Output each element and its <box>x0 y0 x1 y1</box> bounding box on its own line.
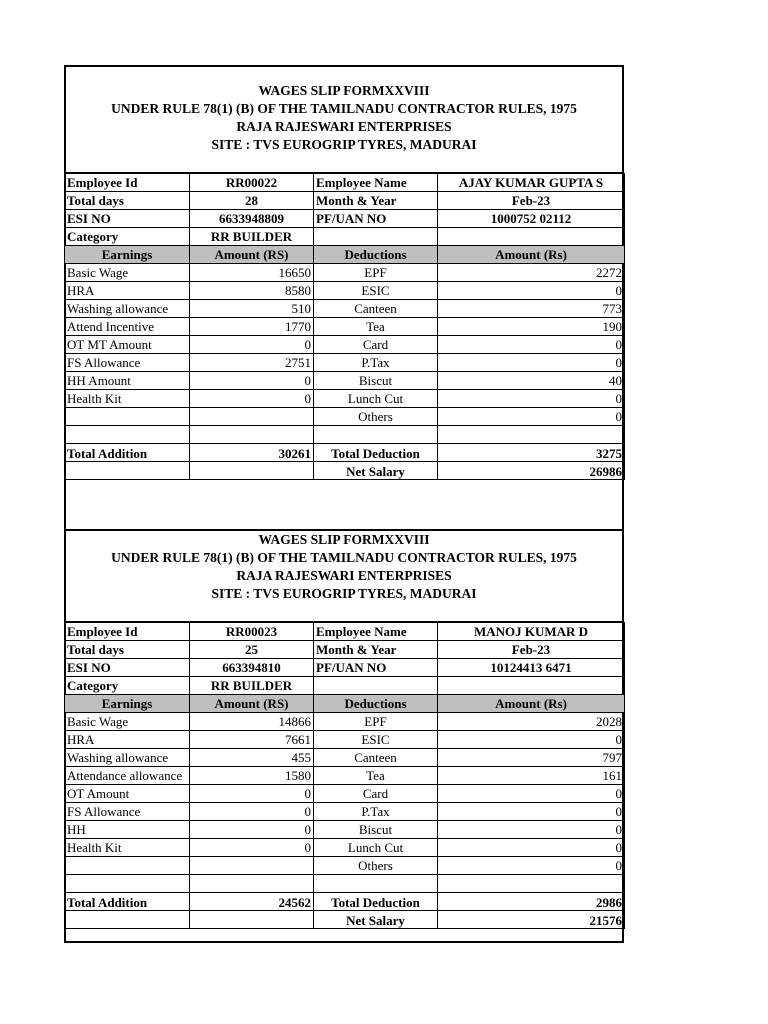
earning-amount: 0 <box>190 372 314 390</box>
deduction-amount: 161 <box>438 767 625 785</box>
category-value: RR BUILDER <box>190 677 314 695</box>
deduction-label: ESIC <box>314 731 438 749</box>
wage-table <box>64 622 625 929</box>
earning-amount <box>190 408 314 426</box>
earning-amount: 0 <box>190 390 314 408</box>
deduction-label: Lunch Cut <box>314 839 438 857</box>
month-year-label: Month & Year <box>314 641 438 659</box>
table-row <box>65 372 625 390</box>
deduction-label: ESIC <box>314 282 438 300</box>
deductions-header: Deductions <box>314 246 438 264</box>
employee-id-value: RR00023 <box>190 623 314 641</box>
deduction-label: EPF <box>314 713 438 731</box>
deduction-label: Canteen <box>314 749 438 767</box>
deduction-amount: 773 <box>438 300 625 318</box>
table-row <box>65 300 625 318</box>
month-year-value: Feb-23 <box>438 192 625 210</box>
deduction-label: Biscut <box>314 821 438 839</box>
deduction-amount: 0 <box>438 803 625 821</box>
pf-label: PF/UAN NO <box>314 210 438 228</box>
month-year-label: Month & Year <box>314 192 438 210</box>
table-row <box>65 390 625 408</box>
table-row <box>65 767 625 785</box>
total-deduction-label: Total Deduction <box>314 444 438 462</box>
table-row <box>65 749 625 767</box>
table-row <box>65 282 625 300</box>
table-row <box>65 803 625 821</box>
total-addition-label: Total Addition <box>65 444 190 462</box>
esi-label: ESI NO <box>65 210 190 228</box>
earning-amount: 14866 <box>190 713 314 731</box>
earning-amount: 2751 <box>190 354 314 372</box>
table-row <box>65 731 625 749</box>
site-name: SITE : TVS EUROGRIP TYRES, MADURAI <box>211 137 477 152</box>
deduction-label: Card <box>314 336 438 354</box>
deduction-amount: 190 <box>438 318 625 336</box>
earning-label: HRA <box>65 731 190 749</box>
pf-label: PF/UAN NO <box>314 659 438 677</box>
esi-value: 663394810 <box>190 659 314 677</box>
deduction-amount: 0 <box>438 857 625 875</box>
net-salary-value: 26986 <box>438 462 625 480</box>
deduction-label: Lunch Cut <box>314 390 438 408</box>
esi-label: ESI NO <box>65 659 190 677</box>
earning-label: Health Kit <box>65 390 190 408</box>
deduction-label: Biscut <box>314 372 438 390</box>
net-salary-label: Net Salary <box>314 911 438 929</box>
deduction-label: Others <box>314 408 438 426</box>
earning-amount: 0 <box>190 821 314 839</box>
total-days-label: Total days <box>65 641 190 659</box>
earning-label: HH <box>65 821 190 839</box>
table-row <box>65 264 625 282</box>
deductions-amount-header: Amount (Rs) <box>438 695 625 713</box>
company-name: RAJA RAJESWARI ENTERPRISES <box>236 568 452 583</box>
earning-amount: 0 <box>190 803 314 821</box>
deduction-label: Card <box>314 785 438 803</box>
esi-value: 6633948809 <box>190 210 314 228</box>
total-days-label: Total days <box>65 192 190 210</box>
total-addition-value: 24562 <box>190 893 314 911</box>
category-label: Category <box>65 677 190 695</box>
deduction-amount: 0 <box>438 354 625 372</box>
earning-amount: 510 <box>190 300 314 318</box>
earning-amount: 0 <box>190 336 314 354</box>
total-deduction-value: 2986 <box>438 893 625 911</box>
earning-label: HH Amount <box>65 372 190 390</box>
net-salary-value: 21576 <box>438 911 625 929</box>
total-addition-label: Total Addition <box>65 893 190 911</box>
earning-amount <box>190 857 314 875</box>
form-title: WAGES SLIP FORMXXVIII <box>258 532 430 547</box>
earning-amount: 1580 <box>190 767 314 785</box>
table-row <box>65 336 625 354</box>
earning-label: Health Kit <box>65 839 190 857</box>
total-deduction-value: 3275 <box>438 444 625 462</box>
deduction-amount: 2028 <box>438 713 625 731</box>
table-row <box>65 408 625 426</box>
pf-value: 10124413 6471 <box>438 659 625 677</box>
deduction-label: Tea <box>314 767 438 785</box>
deduction-amount: 0 <box>438 821 625 839</box>
earning-label: Basic Wage <box>65 264 190 282</box>
deduction-amount: 40 <box>438 372 625 390</box>
earning-amount: 0 <box>190 839 314 857</box>
wage-table <box>64 173 625 480</box>
category-value: RR BUILDER <box>190 228 314 246</box>
total-days-value: 25 <box>190 641 314 659</box>
deduction-amount: 0 <box>438 785 625 803</box>
earning-amount: 8580 <box>190 282 314 300</box>
earning-amount: 16650 <box>190 264 314 282</box>
table-row <box>65 857 625 875</box>
earning-label: Attend Incentive <box>65 318 190 336</box>
earning-label: Washing allowance <box>65 300 190 318</box>
earning-amount: 455 <box>190 749 314 767</box>
deduction-amount: 2272 <box>438 264 625 282</box>
earning-label: Attendance allowance <box>65 767 190 785</box>
total-addition-value: 30261 <box>190 444 314 462</box>
total-days-value: 28 <box>190 192 314 210</box>
deduction-amount: 0 <box>438 408 625 426</box>
earning-label: OT MT Amount <box>65 336 190 354</box>
deduction-amount: 0 <box>438 839 625 857</box>
form-title: WAGES SLIP FORMXXVIII <box>258 83 430 98</box>
employee-id-value: RR00022 <box>190 174 314 192</box>
month-year-value: Feb-23 <box>438 641 625 659</box>
earning-label: Washing allowance <box>65 749 190 767</box>
deduction-label: Others <box>314 857 438 875</box>
employee-id-label: Employee Id <box>65 623 190 641</box>
deduction-amount: 0 <box>438 390 625 408</box>
table-row <box>65 318 625 336</box>
deduction-label: EPF <box>314 264 438 282</box>
company-name: RAJA RAJESWARI ENTERPRISES <box>236 119 452 134</box>
earning-label: Basic Wage <box>65 713 190 731</box>
table-row <box>65 713 625 731</box>
deduction-label: P.Tax <box>314 354 438 372</box>
deduction-label: Canteen <box>314 300 438 318</box>
rule-reference: UNDER RULE 78(1) (B) OF THE TAMILNADU CONTRACTOR RULES, 1975 <box>111 101 577 116</box>
slip-header <box>64 82 624 154</box>
rule-reference: UNDER RULE 78(1) (B) OF THE TAMILNADU CONTRACTOR RULES, 1975 <box>111 550 577 565</box>
deduction-amount: 0 <box>438 731 625 749</box>
earnings-header: Earnings <box>65 246 190 264</box>
earning-amount: 1770 <box>190 318 314 336</box>
deduction-amount: 0 <box>438 336 625 354</box>
employee-name-value: AJAY KUMAR GUPTA S <box>438 174 625 192</box>
net-salary-label: Net Salary <box>314 462 438 480</box>
deduction-label: P.Tax <box>314 803 438 821</box>
table-row <box>65 354 625 372</box>
site-name: SITE : TVS EUROGRIP TYRES, MADURAI <box>211 586 477 601</box>
deduction-label: Tea <box>314 318 438 336</box>
earning-label: OT Amount <box>65 785 190 803</box>
employee-name-value: MANOJ KUMAR D <box>438 623 625 641</box>
pf-value: 1000752 02112 <box>438 210 625 228</box>
earnings-amount-header: Amount (RS) <box>190 695 314 713</box>
table-row <box>65 785 625 803</box>
deductions-amount-header: Amount (Rs) <box>438 246 625 264</box>
earning-amount: 0 <box>190 785 314 803</box>
employee-name-label: Employee Name <box>314 623 438 641</box>
deductions-header: Deductions <box>314 695 438 713</box>
table-row <box>65 821 625 839</box>
earnings-header: Earnings <box>65 695 190 713</box>
earning-label: HRA <box>65 282 190 300</box>
earning-amount: 7661 <box>190 731 314 749</box>
deduction-amount: 0 <box>438 282 625 300</box>
deduction-amount: 797 <box>438 749 625 767</box>
slip-header <box>64 531 624 603</box>
earning-label <box>65 857 190 875</box>
employee-name-label: Employee Name <box>314 174 438 192</box>
employee-id-label: Employee Id <box>65 174 190 192</box>
earning-label: FS Allowance <box>65 803 190 821</box>
table-row <box>65 839 625 857</box>
earnings-amount-header: Amount (RS) <box>190 246 314 264</box>
earning-label: FS Allowance <box>65 354 190 372</box>
category-label: Category <box>65 228 190 246</box>
total-deduction-label: Total Deduction <box>314 893 438 911</box>
earning-label <box>65 408 190 426</box>
